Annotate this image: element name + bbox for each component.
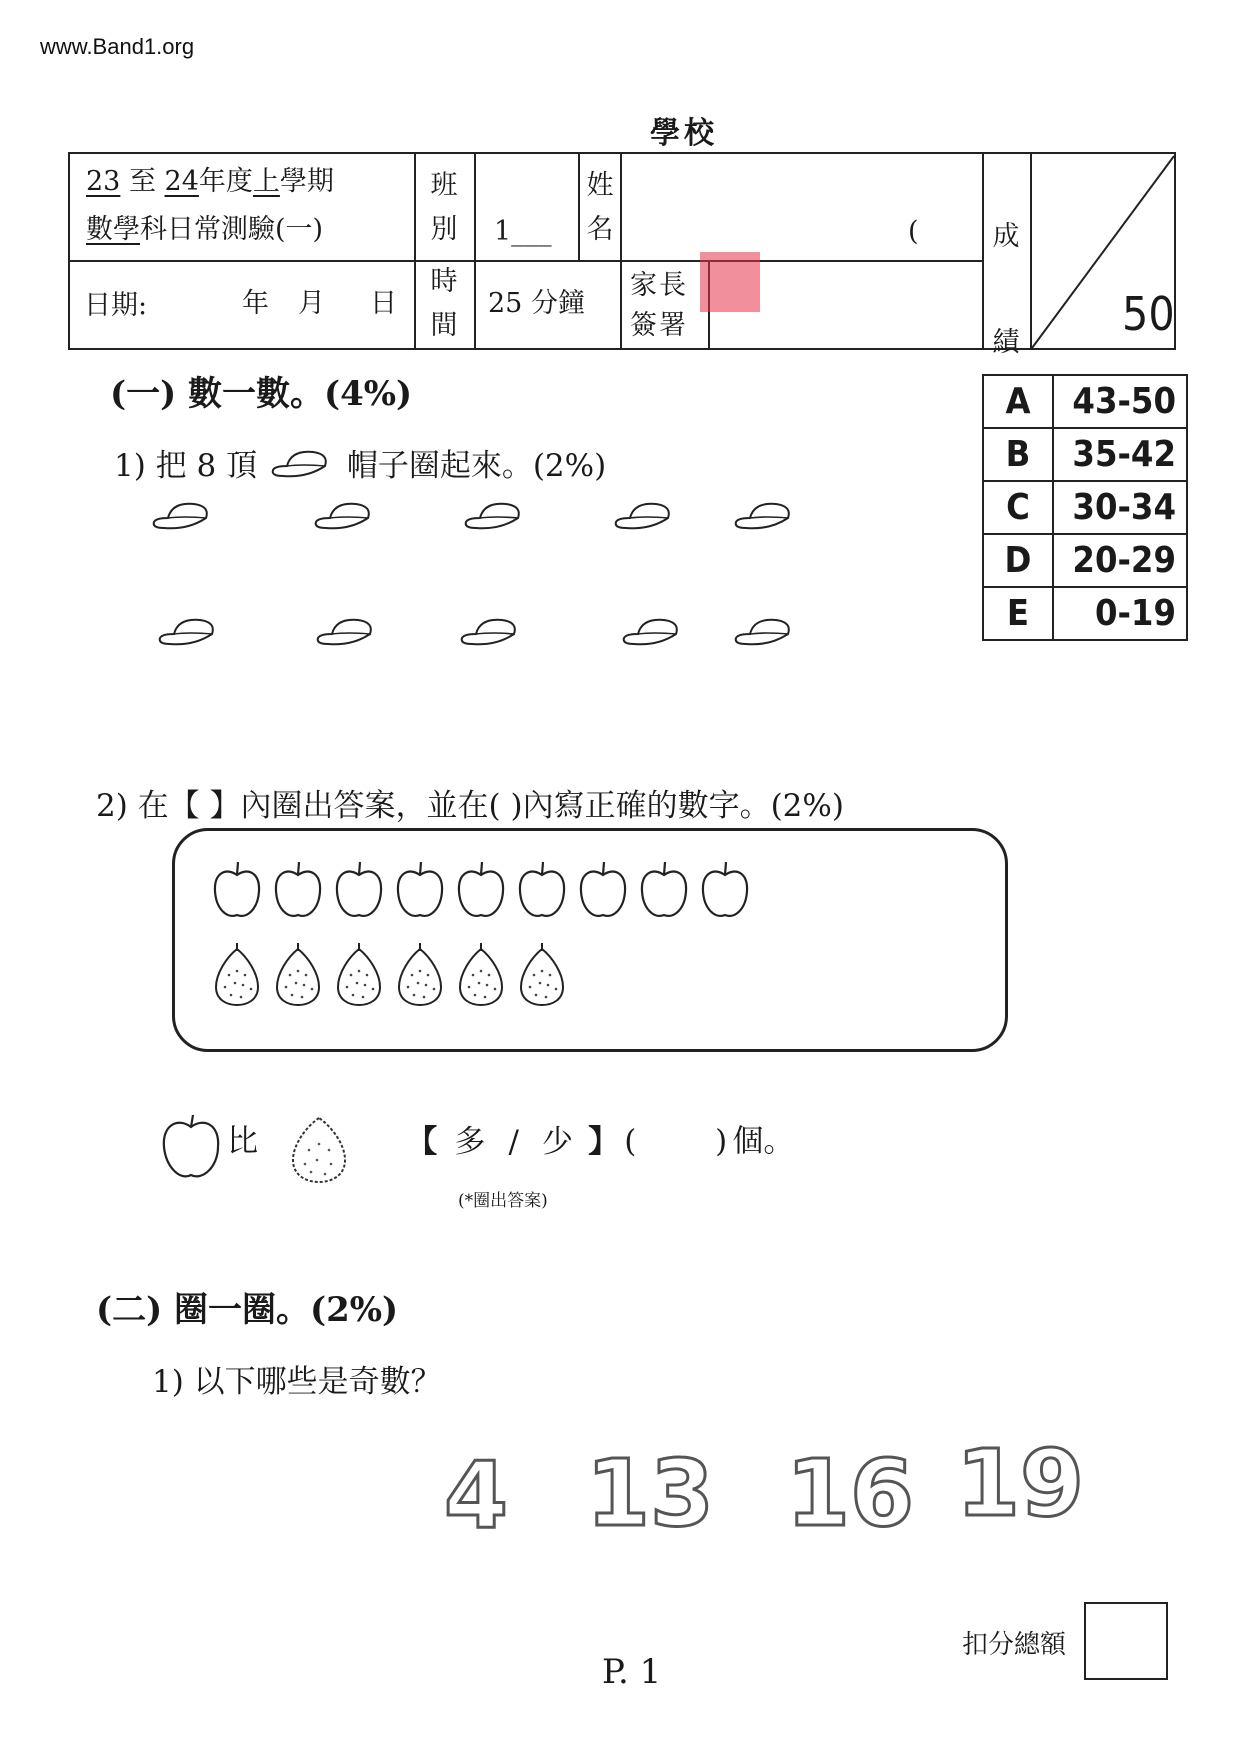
grade-letter: D [983,534,1053,587]
grade-letter: C [983,481,1053,534]
pear-icon[interactable] [516,943,568,1007]
pear-icon[interactable] [272,943,324,1007]
grade-table [982,374,1188,641]
choice-close: 】 [588,1123,620,1160]
apple-icon[interactable] [577,859,629,923]
q2-text: 2) 在【 】內圈出答案，並在( )內寫正確的數字。(2%) [96,788,844,824]
choice-open: 【 [406,1123,438,1160]
choice-slash: / [508,1123,519,1160]
page-number: P. 1 [602,1652,662,1692]
fruit-box [172,828,1008,1052]
cap-icon[interactable] [312,616,384,652]
cap-icon[interactable] [154,616,226,652]
q1-line [114,440,606,485]
apple-icon[interactable] [455,859,507,923]
term: 上 [252,166,280,197]
grade-range: 0-19 [1053,587,1187,640]
compare-line [160,1110,794,1184]
section2-title: (二) 圈一圈。(2%) [96,1290,399,1330]
subject: 數學 [86,214,140,245]
grade-range: 43-50 [1053,375,1187,428]
grade-letter: E [983,587,1053,640]
apple-icon[interactable] [211,859,263,923]
number-option-13[interactable]: 13 [586,1440,715,1547]
year-start: 23 [86,166,121,197]
total-score: 50 [1122,287,1175,341]
deduct-box[interactable] [1084,1602,1168,1680]
compare-word: 比 [227,1123,259,1160]
circle-answer-note: (*圈出答案) [458,1191,548,1211]
pear-icon[interactable] [211,943,263,1007]
class-label: 班別 [430,170,458,245]
cap-icon[interactable] [148,500,220,536]
deduct-label: 扣分總額 [962,1630,1067,1660]
apple-icon[interactable] [516,859,568,923]
answer-blank[interactable]: ( ) [624,1123,728,1160]
q1-prefix: 1) 把 8 頂 [114,448,258,484]
choice-less[interactable]: 少 [542,1123,574,1160]
date-label: 日期: [84,290,148,321]
q1-suffix: 帽子圈起來。(2%) [346,448,607,484]
cap-icon[interactable] [456,616,528,652]
cap-icon [267,448,337,482]
grade-range: 20-29 [1053,534,1187,587]
number-option-4[interactable]: 4 [444,1442,509,1549]
time-label: 時間 [430,266,458,341]
grade-range: 35-42 [1053,428,1187,481]
number-option-19[interactable]: 19 [956,1430,1085,1537]
school-name: 學校 [650,116,718,151]
grade-letter: B [983,428,1053,481]
apple-icon[interactable] [272,859,324,923]
apple-icon[interactable] [394,859,446,923]
cap-icon[interactable] [618,616,690,652]
pear-icon[interactable] [455,943,507,1007]
name-label: 姓名 [586,170,614,245]
parent-label-2: 簽署 [630,310,688,341]
parent-label-1: 家長 [630,270,688,301]
year-end: 24 [164,166,199,197]
choice-more[interactable]: 多 [454,1123,486,1160]
grade-row [983,534,1187,587]
unit-text: 個。 [732,1123,795,1160]
class-value[interactable]: 1___ [494,216,552,247]
date-year: 年 [242,288,269,319]
section1-title: (一) 數一數。(4%) [110,374,413,414]
cap-icon[interactable] [310,500,382,536]
pear-icon[interactable] [394,943,446,1007]
grade-range: 30-34 [1053,481,1187,534]
number-option-16[interactable]: 16 [786,1440,915,1547]
cap-icon[interactable] [730,500,802,536]
apple-icon[interactable] [333,859,385,923]
section2-q1: 1) 以下哪些是奇數？ [152,1364,442,1400]
site-url: www.Band1.org [40,34,195,59]
parent-signature-field[interactable] [720,268,970,338]
cap-icon[interactable] [460,500,532,536]
grade-row [983,428,1187,481]
apple-icon[interactable] [638,859,690,923]
grade-row [983,481,1187,534]
time-value: 25 分鐘 [488,288,585,319]
date-day: 日 [370,288,397,319]
date-month: 月 [298,288,325,319]
grade-row [983,587,1187,640]
grade-letter: A [983,375,1053,428]
caps-area [140,492,840,672]
header-table: 23 至 24年度上學期 數學科日常測驗(一) 班別 1___ 姓名 ( 日期: 年 月 日 時間 25 分鐘 家長 簽署 成績 50 [68,152,1176,350]
grade-row [983,375,1187,428]
pear-icon [287,1110,351,1184]
apple-icon[interactable] [699,859,751,923]
test-name: 科日常測驗(一) [140,214,324,245]
cap-icon[interactable] [730,616,802,652]
name-bracket: ( [908,216,919,247]
score-label: 成績 [992,221,1020,358]
pear-icon[interactable] [333,943,385,1007]
apple-icon [160,1111,222,1183]
cap-icon[interactable] [610,500,682,536]
